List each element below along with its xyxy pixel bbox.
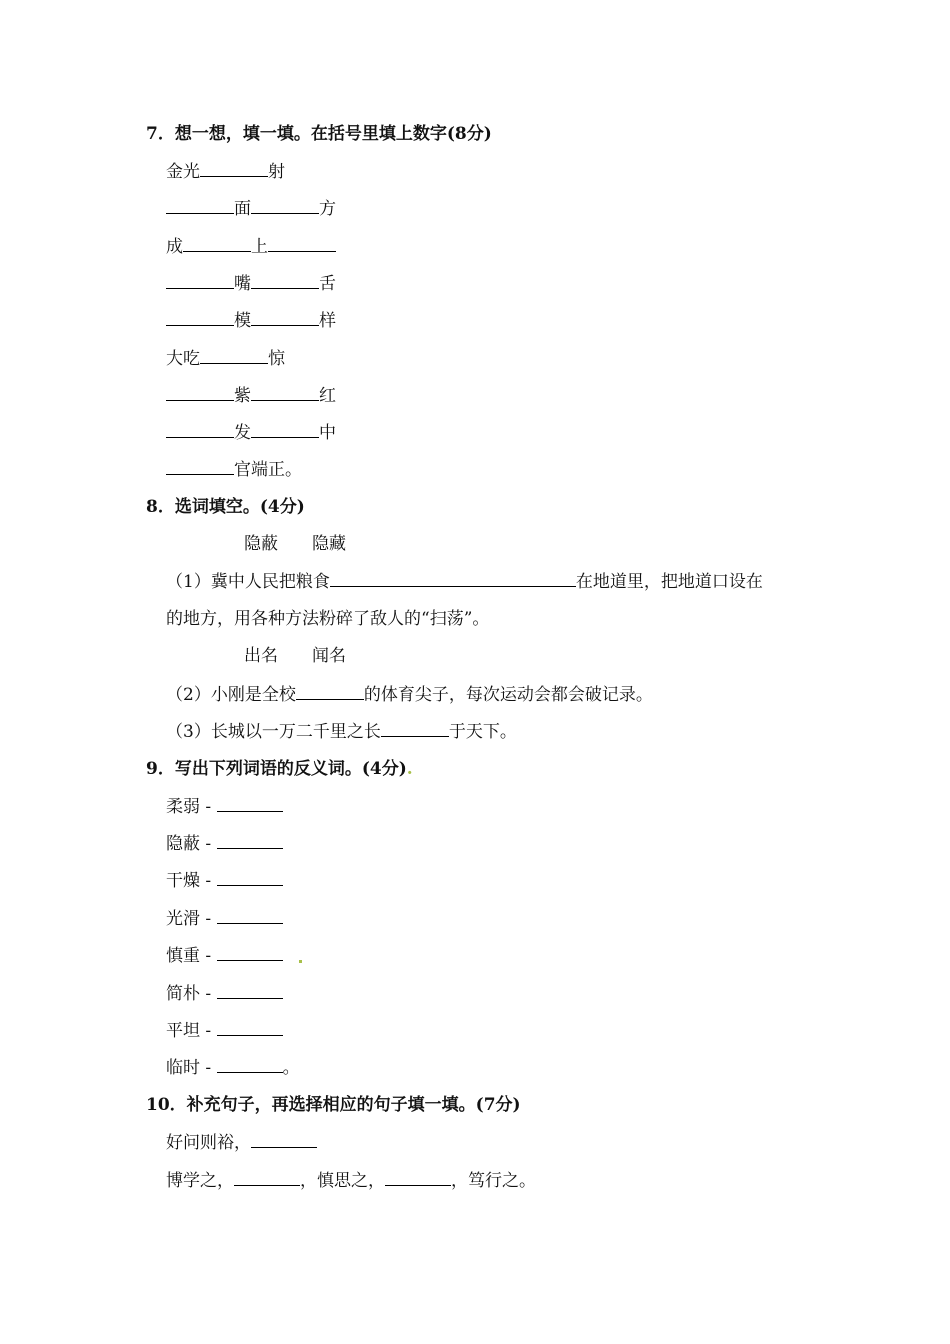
q7-item-4-mid: 嘴 [234,274,251,294]
q9-word-7: 平坦 - [166,1021,212,1041]
q10-l2-end: ，笃行之。 [451,1171,536,1191]
q7-item-2-suffix: 方 [319,199,336,219]
q8-s3-start: （3）长城以一万二千里之长 [166,722,381,742]
q8-s3-blank[interactable] [381,719,449,737]
question-7-title: 7．想一想，填一填。在括号里填上数字(8分) [146,124,492,144]
q7-item-5-blank-1[interactable] [166,308,234,326]
q7-item-3 [166,234,336,259]
q9-item-2 [166,831,283,856]
q10-l1-blank[interactable] [251,1130,317,1148]
question-9-title [146,757,413,781]
q7-item-6 [166,346,285,371]
q7-item-7-suffix: 红 [319,386,336,406]
q10-l2-blank-2[interactable] [385,1168,451,1186]
q7-item-6-suffix: 惊 [268,349,285,369]
q9-blank-2[interactable] [217,831,283,849]
q9-item-7 [166,1018,283,1043]
q7-item-4-blank-1[interactable] [166,271,234,289]
q8-sentence-2 [166,682,653,707]
q8-s2-end: 的体育尖子，每次运动会都会破记录。 [363,685,653,705]
question-9-title-text: 9．写出下列词语的反义词。(4分) [146,759,407,779]
q7-item-4 [166,271,336,296]
q9-item-1 [166,794,283,819]
question-10-title: 10．补充句子，再选择相应的句子填一填。(7分) [146,1095,521,1115]
q8-s1-blank[interactable] [330,569,576,587]
q9-word-6: 简朴 - [166,984,212,1004]
q8-sentence-3 [166,719,517,744]
q10-line-1 [166,1130,317,1155]
q8-sentence-1 [166,569,763,594]
q10-l2-start: 博学之， [166,1171,234,1191]
q8-s1-end: 在地道里，把地道口设在 [575,572,763,592]
q7-item-8-blank-1[interactable] [166,420,234,438]
q9-item-3 [166,868,283,893]
q7-item-6-blank[interactable] [200,346,268,364]
q9-item-6 [166,981,283,1006]
q10-line-2 [166,1168,536,1193]
q8-options-1: 隐蔽 隐藏 [244,534,346,554]
q9-item-5 [166,943,283,968]
q7-item-5 [166,308,336,333]
q7-item-2-mid: 面 [234,199,251,219]
q10-l2-mid: ，慎思之， [300,1171,385,1191]
q9-blank-1[interactable] [217,794,283,812]
q7-item-6-prefix: 大吃 [166,349,200,369]
q7-item-3-prefix: 成 [166,237,183,257]
q9-item-4 [166,906,283,931]
q7-item-3-blank-1[interactable] [183,234,251,252]
q7-item-2-blank-2[interactable] [251,196,319,214]
q7-item-7-blank-2[interactable] [251,383,319,401]
q9-word-5: 慎重 - [166,946,212,966]
stray-dot-mark [299,960,302,963]
q9-blank-7[interactable] [217,1018,283,1036]
q9-blank-3[interactable] [217,868,283,886]
q7-item-9-suffix: 官端正。 [234,460,302,480]
q7-item-7 [166,383,336,408]
q7-item-3-blank-2[interactable] [268,234,336,252]
q9-word-8: 临时 - [166,1058,212,1078]
q9-word-4: 光滑 - [166,909,212,929]
q9-blank-8[interactable] [217,1055,283,1073]
q9-end-mark: 。 [282,1058,300,1078]
q8-s2-start: （2）小刚是全校 [166,685,296,705]
q7-item-8 [166,420,336,445]
question-8-title: 8．选词填空。(4分) [146,497,305,517]
q7-item-9-blank[interactable] [166,457,234,475]
q8-sentence-1-cont: 的地方，用各种方法粉碎了敌人的“扫荡”。 [166,609,490,629]
q7-item-1-prefix: 金光 [166,162,200,182]
q9-blank-5[interactable] [217,943,283,961]
q7-item-4-suffix: 舌 [319,274,336,294]
q7-item-8-blank-2[interactable] [251,420,319,438]
q7-item-3-mid: 上 [251,237,268,257]
q7-item-9 [166,457,302,482]
q7-item-5-mid: 模 [234,311,251,331]
q10-l2-blank-1[interactable] [234,1168,300,1186]
q9-word-1: 柔弱 - [166,797,212,817]
q7-item-2 [166,196,336,221]
q8-s3-end: 于天下。 [448,722,517,742]
q7-item-5-blank-2[interactable] [251,308,319,326]
question-9-title-dot: . [406,759,413,779]
q7-item-1-blank[interactable] [200,159,268,177]
q9-blank-4[interactable] [217,906,283,924]
q9-word-2: 隐蔽 - [166,834,212,854]
q9-blank-6[interactable] [217,981,283,999]
q8-s2-blank[interactable] [296,682,364,700]
q8-s1-start: （1）冀中人民把粮食 [166,572,330,592]
q7-item-5-suffix: 样 [319,311,336,331]
q7-item-1 [166,159,285,184]
q7-item-4-blank-2[interactable] [251,271,319,289]
q7-item-8-suffix: 中 [319,423,336,443]
q7-item-1-suffix: 射 [268,162,285,182]
q7-item-8-mid: 发 [234,423,251,443]
q7-item-2-blank-1[interactable] [166,196,234,214]
q7-item-7-blank-1[interactable] [166,383,234,401]
q9-item-8 [166,1055,300,1080]
q9-word-3: 干燥 - [166,871,212,891]
q10-l1-text: 好问则裕， [166,1133,251,1153]
q7-item-7-mid: 紫 [234,386,251,406]
q8-options-2: 出名 闻名 [244,646,346,666]
